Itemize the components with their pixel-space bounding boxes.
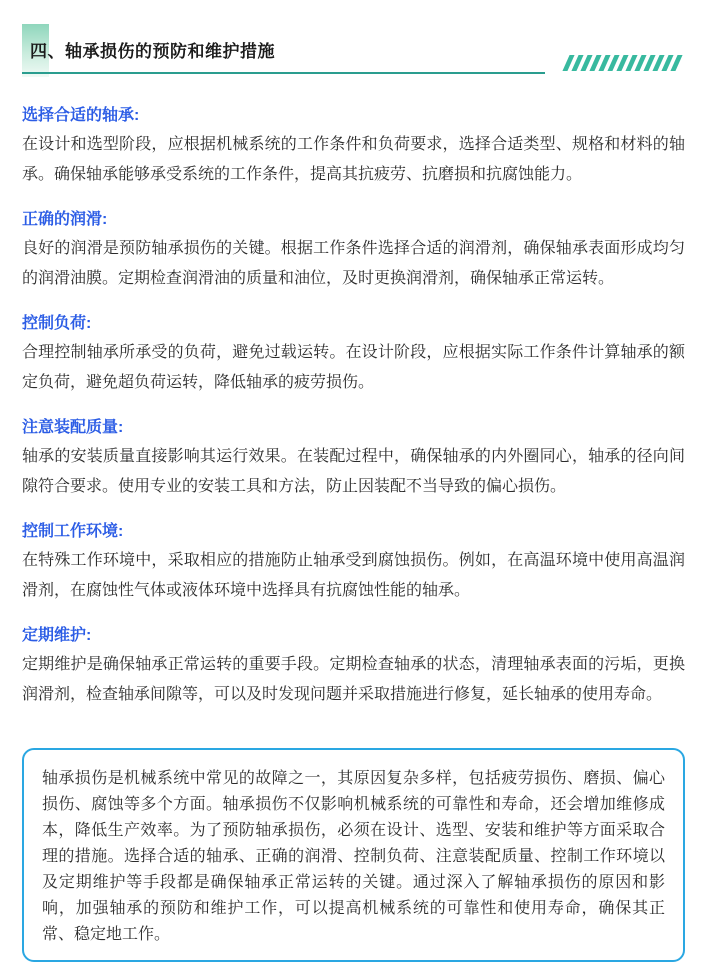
section-heading: 定期维护: <box>22 627 92 644</box>
section-regular-maintenance <box>22 626 685 710</box>
page-title: 四、轴承损伤的预防和维护措施 <box>30 42 275 61</box>
section-heading: 正确的润滑: <box>22 211 108 228</box>
section-body: 在设计和选型阶段，应根据机械系统的工作条件和负荷要求，选择合适类型、规格和材料的轴承。确保轴承能够承受系统的工作条件，提高其抗疲劳、抗磨损和抗腐蚀能力。 <box>22 136 685 183</box>
section-lubrication <box>22 210 685 294</box>
section-heading: 控制负荷: <box>22 315 92 332</box>
header-underline <box>22 72 545 74</box>
section-body: 轴承的安装质量直接影响其运行效果。在装配过程中，确保轴承的内外圈同心，轴承的径向间隙符合要求。使用专业的安装工具和方法，防止因装配不当导致的偏心损伤。 <box>22 448 685 495</box>
section-assembly-quality <box>22 418 685 502</box>
summary-box <box>22 748 685 962</box>
section-body: 在特殊工作环境中，采取相应的措施防止轴承受到腐蚀损伤。例如，在高温环境中使用高温润滑剂，在腐蚀性气体或液体环境中选择具有抗腐蚀性能的轴承。 <box>22 552 685 599</box>
summary-text: 轴承损伤是机械系统中常见的故障之一，其原因复杂多样，包括疲劳损伤、磨损、偏心损伤、腐蚀等多个方面。轴承损伤不仅影响机械系统的可靠性和寿命，还会增加维修成本，降低生产效率。为了预防轴承损伤，必须在设计、选型、安装和维护等方面采取合理的措施。选择合适的轴承、正确的润滑、控制负荷、注意装配质量、控制工作环境以及定期维护等手段都是确保轴承正常运转的关键。通过深入了解轴承损伤的原因和影响，加强轴承的预防和维护工作，可以提高机械系统的可靠性和使用寿命，确保其正常、稳定地工作。 <box>42 770 665 943</box>
section-header <box>0 0 707 75</box>
section-heading: 控制工作环境: <box>22 523 124 540</box>
section-work-environment <box>22 522 685 606</box>
section-body: 定期维护是确保轴承正常运转的重要手段。定期检查轴承的状态，清理轴承表面的污垢，更换润滑剂，检查轴承间隙等，可以及时发现问题并采取措施进行修复，延长轴承的使用寿命。 <box>22 656 685 703</box>
section-body: 良好的润滑是预防轴承损伤的关键。根据工作条件选择合适的润滑剂，确保轴承表面形成均匀的润滑油膜。定期检查润滑油的质量和油位，及时更换润滑剂，确保轴承正常运转。 <box>22 240 685 287</box>
section-heading: 注意装配质量: <box>22 419 124 436</box>
diagonal-stripes-icon <box>566 55 679 71</box>
section-choose-bearing <box>22 106 685 190</box>
section-load-control <box>22 314 685 398</box>
content <box>0 75 707 962</box>
section-body: 合理控制轴承所承受的负荷，避免过载运转。在设计阶段，应根据实际工作条件计算轴承的额定负荷，避免超负荷运转，降低轴承的疲劳损伤。 <box>22 344 685 391</box>
section-heading: 选择合适的轴承: <box>22 107 140 124</box>
